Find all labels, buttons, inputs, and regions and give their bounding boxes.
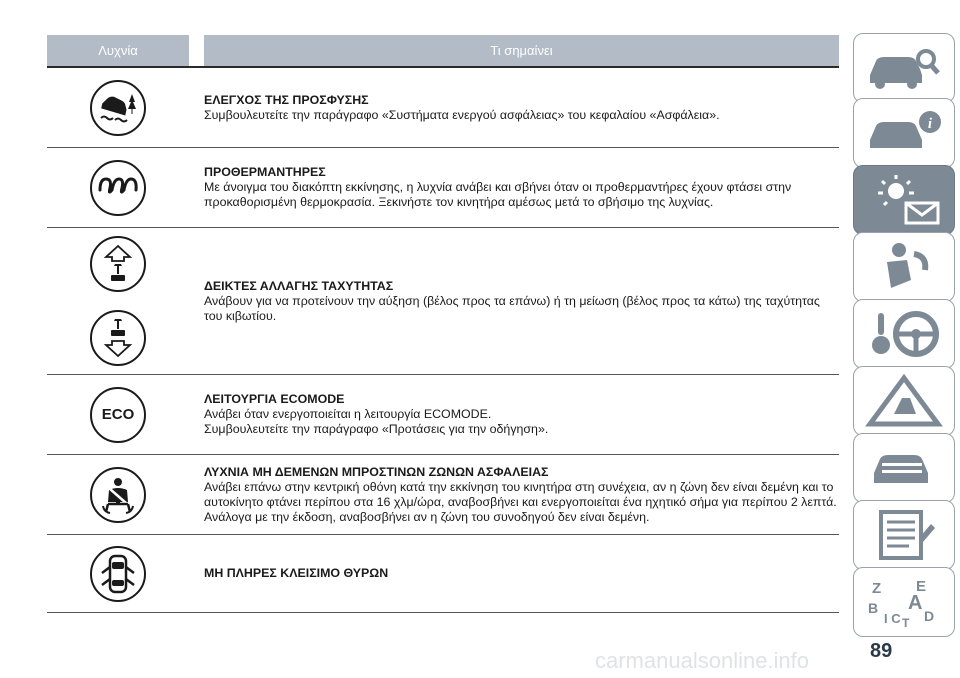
svg-text:A: A xyxy=(908,592,923,614)
table-row xyxy=(47,375,839,455)
row-text: Με άνοιγμα του διακόπτη εκκίνησης, η λυχνία ανάβει και σβήνει όταν οι προθερμαντήρες έχουν φτάσει στην προκαθορισμένη θερμοκρασία. Ξεκινήστε τον κινητήρα αμέσως μετά το σβήσιμο της λυχνίας. xyxy=(204,180,792,209)
table-row xyxy=(47,455,839,535)
table-row xyxy=(47,228,839,375)
table-row xyxy=(47,148,839,228)
checklist-icon[interactable] xyxy=(853,500,955,570)
header-meaning: Τι σημαίνει xyxy=(490,43,553,58)
seat-belt-icon xyxy=(90,467,146,523)
svg-text:i: i xyxy=(927,116,933,132)
car-search-icon[interactable] xyxy=(853,33,955,103)
steering-wheel-icon[interactable] xyxy=(853,299,955,369)
header-light: Λυχνία xyxy=(98,43,138,58)
warning-triangle-icon[interactable] xyxy=(853,366,955,436)
gear-shift-up-icon xyxy=(90,236,146,292)
watermark: carmanualsonline.info xyxy=(595,648,810,673)
warning-light-message-icon[interactable] xyxy=(853,165,955,235)
svg-text:E: E xyxy=(916,578,927,595)
eco-icon: ECO xyxy=(90,387,146,443)
row-text: Συμβουλευτείτε την παράγραφο «Συστήματα ενεργού ασφάλειας» του κεφαλαίου «Ασφάλεια». xyxy=(204,107,720,122)
warning-lights-table xyxy=(47,35,839,613)
row-text: Ανάβει όταν ενεργοποιείται η λειτουργία ECOMODE. xyxy=(204,407,492,421)
row-text: Συμβουλευτείτε την παράγραφο «Προτάσεις για την οδήγηση». xyxy=(204,422,549,436)
gear-shift-down-icon xyxy=(90,310,146,366)
svg-text:B: B xyxy=(868,600,879,616)
glow-plug-icon xyxy=(90,160,146,216)
row-text: Ανάλογα με την έκδοση, αναβοσβήνει αν η ζώνη του συνοδηγού δεν είναι δεμένη. xyxy=(204,509,650,524)
doors-not-locked-icon xyxy=(90,546,146,602)
row-title: ΜΗ ΠΛΗΡΕΣ ΚΛΕΙΣΙΜΟ ΘΥΡΩΝ xyxy=(204,566,389,580)
row-title: ΕΛΕΓΧΟΣ ΤΗΣ ΠΡΟΣΦΥΣΗΣ xyxy=(204,92,369,107)
airbag-icon[interactable] xyxy=(853,232,955,302)
svg-text:Z: Z xyxy=(872,580,882,597)
svg-text:I C: I C xyxy=(884,611,901,626)
row-title: ΠΡΟΘΕΡΜΑΝΤΗΡΕΣ xyxy=(204,165,326,179)
page-number: 89 xyxy=(870,640,893,662)
traction-control-icon xyxy=(90,80,146,136)
row-title: ΛΥΧΝΙΑ ΜΗ ΔΕΜΕΝΩΝ ΜΠΡΟΣΤΙΝΩΝ ΖΩΝΩΝ ΑΣΦΑΛΕΙΑΣ xyxy=(204,464,549,479)
row-text: Ανάβουν για να προτείνουν την αύξηση (βέλος προς τα επάνω) ή τη μείωση (βέλος προς τα κάτω) της ταχύτητας του κιβωτίου. xyxy=(204,293,820,323)
table-header xyxy=(47,35,839,68)
row-title: ΛΕΙΤΟΥΡΓΙΑ ECOMODE xyxy=(204,392,345,406)
row-title: ΔΕΙΚΤΕΣ ΑΛΛΑΓΗΣ ΤΑΧΥΤΗΤΑΣ xyxy=(204,278,394,293)
table-row xyxy=(47,535,839,613)
car-service-icon[interactable] xyxy=(853,433,955,503)
table-row xyxy=(47,68,839,148)
row-text: Ανάβει επάνω στην κεντρική οθόνη κατά την εκκίνηση του κινητήρα στη συνέχεια, αν η ζώνη δεν είναι δεμένη και το αυτοκίνητο φτάνει περίπου στα 16 χλμ/ώρα, αναβοσβήνει και ενεργοποιείται ένα ηχητικό σήμα για περίπου 2 λεπτά. xyxy=(204,479,837,509)
svg-text:D: D xyxy=(924,608,935,624)
alphabet-index-icon[interactable] xyxy=(853,567,955,637)
svg-text:T: T xyxy=(902,616,910,629)
car-info-icon[interactable] xyxy=(853,98,955,168)
